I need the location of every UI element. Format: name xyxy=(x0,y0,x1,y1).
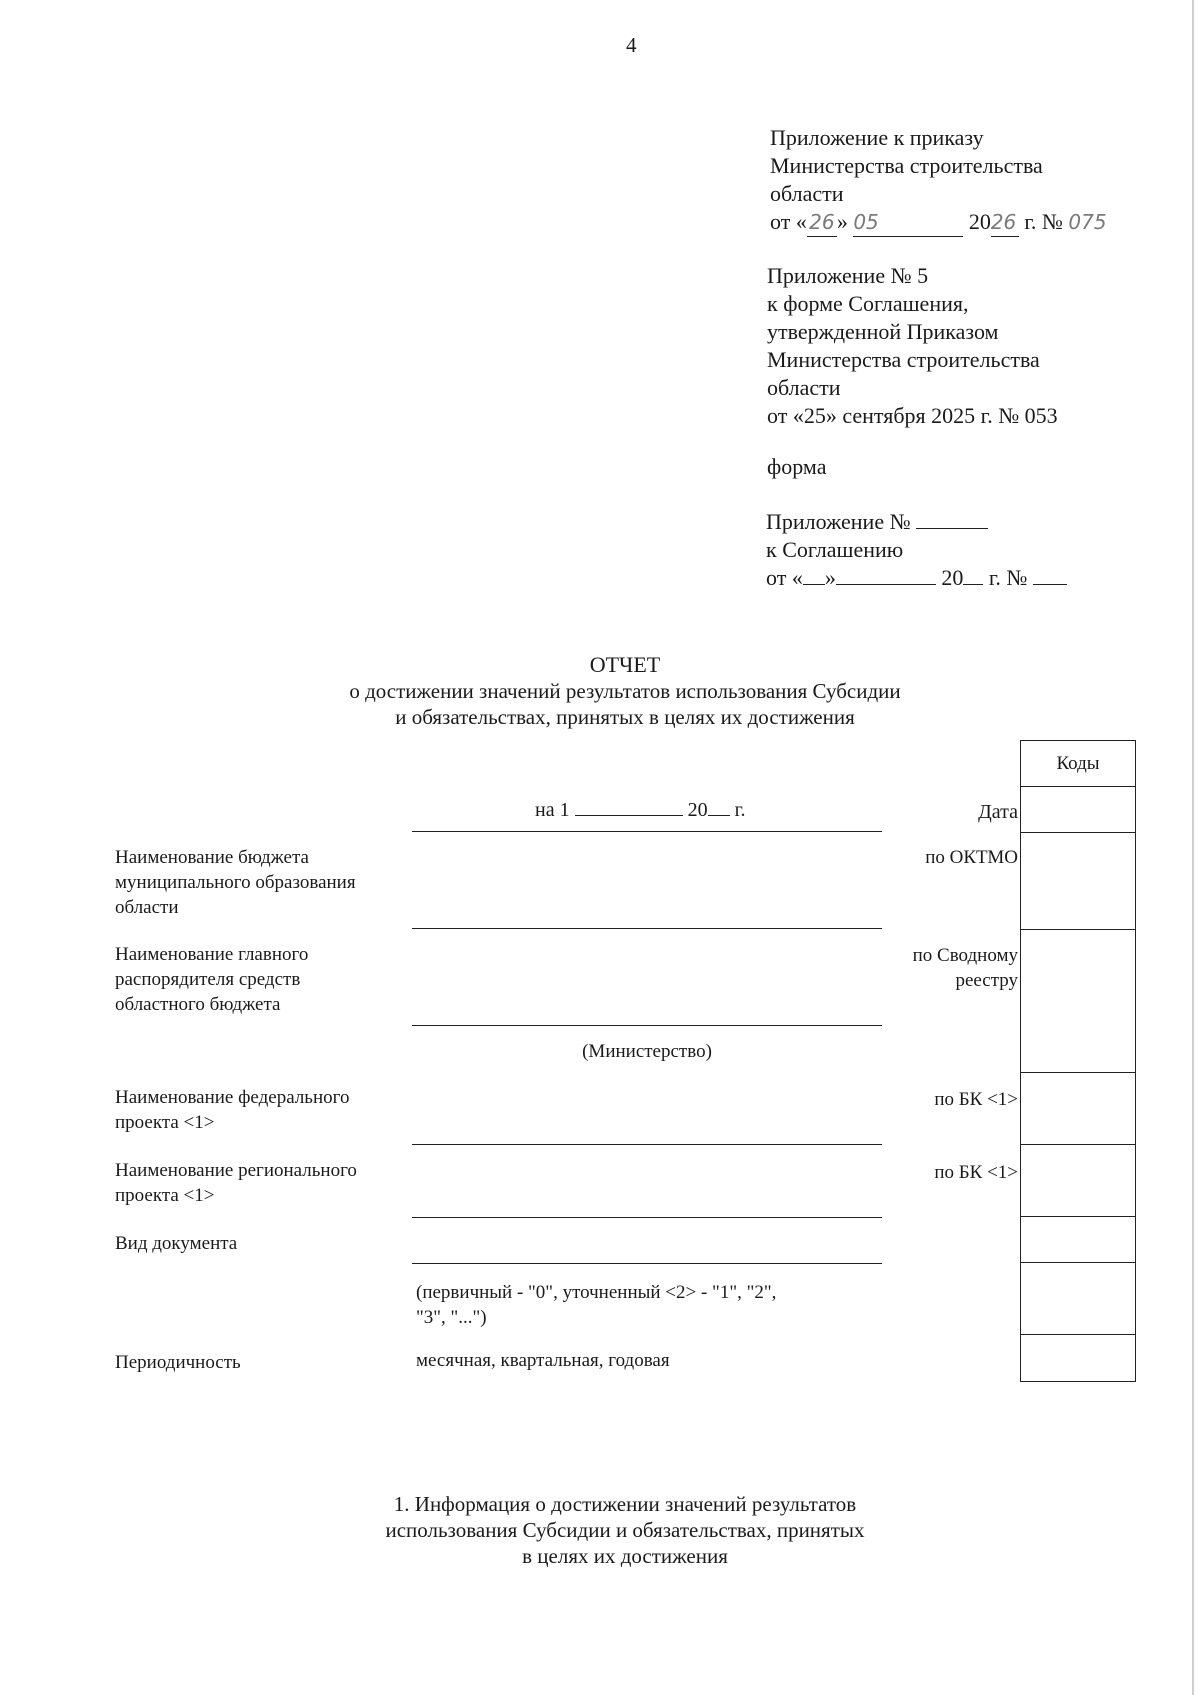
handwritten-year: 26 xyxy=(991,208,1019,237)
approval-line: Министерства строительства xyxy=(770,153,1043,178)
code-cell-doc-note[interactable] xyxy=(1021,1263,1135,1335)
label-budget-name: Наименование бюджета муниципального образования области xyxy=(115,847,356,918)
approval-line: от «25» сентября 2025 г. № 053 xyxy=(767,403,1058,428)
title-sub: и обязательствах, принятых в целях их достижения xyxy=(395,705,855,729)
main-manager-field[interactable] xyxy=(412,1025,882,1026)
label-main-manager: Наименование главного распорядителя средств областного бюджета xyxy=(115,944,309,1015)
label-periodicity: Периодичность xyxy=(115,1352,241,1373)
blank-field xyxy=(708,815,730,816)
code-label-svod: по Сводному реестру xyxy=(912,945,1018,991)
label-federal-project: Наименование федерального проекта <1> xyxy=(115,1087,350,1133)
approval-block-form xyxy=(767,262,1058,430)
form-label: форма xyxy=(767,454,827,479)
code-cell-bk-federal[interactable] xyxy=(1021,1073,1135,1145)
approval-line: области xyxy=(767,375,841,400)
report-date: на 1 20 г. xyxy=(535,799,746,821)
code-cell-bk-regional[interactable] xyxy=(1021,1145,1135,1217)
title-main: ОТЧЕТ xyxy=(589,652,661,677)
ministry-note: (Министерство) xyxy=(582,1041,712,1062)
page-number: 4 xyxy=(626,33,637,57)
handwritten-month: 05 xyxy=(853,208,963,237)
approval-line: к Соглашению xyxy=(766,537,904,562)
approval-date-line: от « 26 » 05 2026 г. № 075 xyxy=(770,208,1107,237)
code-label-oktmo: по ОКТМО xyxy=(925,847,1018,868)
title-sub: о достижении значений результатов использования Субсидии xyxy=(349,679,901,703)
blank-field xyxy=(803,584,825,585)
blank-field xyxy=(836,584,936,585)
codes-header: Коды xyxy=(1021,741,1135,787)
label-regional-project: Наименование регионального проекта <1> xyxy=(115,1160,357,1206)
section-1-heading: 1. Информация о достижении значений результатов использования Субсидии и обязательствах, принятых в целях их достижения xyxy=(385,1492,865,1568)
blank-field xyxy=(916,528,988,529)
code-cell-periodicity[interactable] xyxy=(1021,1335,1135,1381)
appendix-number-line: Приложение № xyxy=(766,508,1067,536)
approval-line: Приложение к приказу xyxy=(770,125,984,150)
handwritten-number: 075 xyxy=(1068,210,1107,234)
label-doc-type: Вид документа xyxy=(115,1233,238,1254)
approval-line: к форме Соглашения, xyxy=(767,291,969,316)
approval-line: Приложение № 5 xyxy=(767,263,929,288)
code-label-bk-regional: по БК <1> xyxy=(934,1162,1018,1183)
approval-block-order xyxy=(770,124,1107,237)
approval-line: Министерства строительства xyxy=(767,347,1040,372)
approval-date-line: от « » 20 г. № xyxy=(766,564,1067,592)
doc-type-note: (первичный - "0", уточненный <2> - "1", "2", "3", "...") xyxy=(416,1282,777,1328)
code-label-bk-federal: по БК <1> xyxy=(934,1089,1018,1110)
approval-line: области xyxy=(770,181,844,206)
scan-edge xyxy=(1192,0,1194,1695)
blank-field xyxy=(1033,584,1067,585)
code-cell-date[interactable] xyxy=(1021,787,1135,833)
budget-name-field[interactable] xyxy=(412,928,882,929)
report-title xyxy=(300,652,950,730)
code-label-date: Дата xyxy=(978,801,1018,823)
code-cell-oktmo[interactable] xyxy=(1021,833,1135,930)
blank-field xyxy=(963,584,983,585)
federal-project-field[interactable] xyxy=(412,1144,882,1145)
code-cell-doc-type[interactable] xyxy=(1021,1217,1135,1263)
blank-field xyxy=(575,815,683,816)
regional-project-field[interactable] xyxy=(412,1217,882,1218)
code-cell-svod[interactable] xyxy=(1021,930,1135,1073)
field-line xyxy=(412,831,882,832)
periodicity-value: месячная, квартальная, годовая xyxy=(416,1350,670,1371)
approval-line: утвержденной Приказом xyxy=(767,319,999,344)
doc-type-field[interactable] xyxy=(412,1263,882,1264)
handwritten-day: 26 xyxy=(807,208,837,237)
approval-block-agreement xyxy=(766,508,1067,592)
codes-table xyxy=(1020,740,1136,1382)
